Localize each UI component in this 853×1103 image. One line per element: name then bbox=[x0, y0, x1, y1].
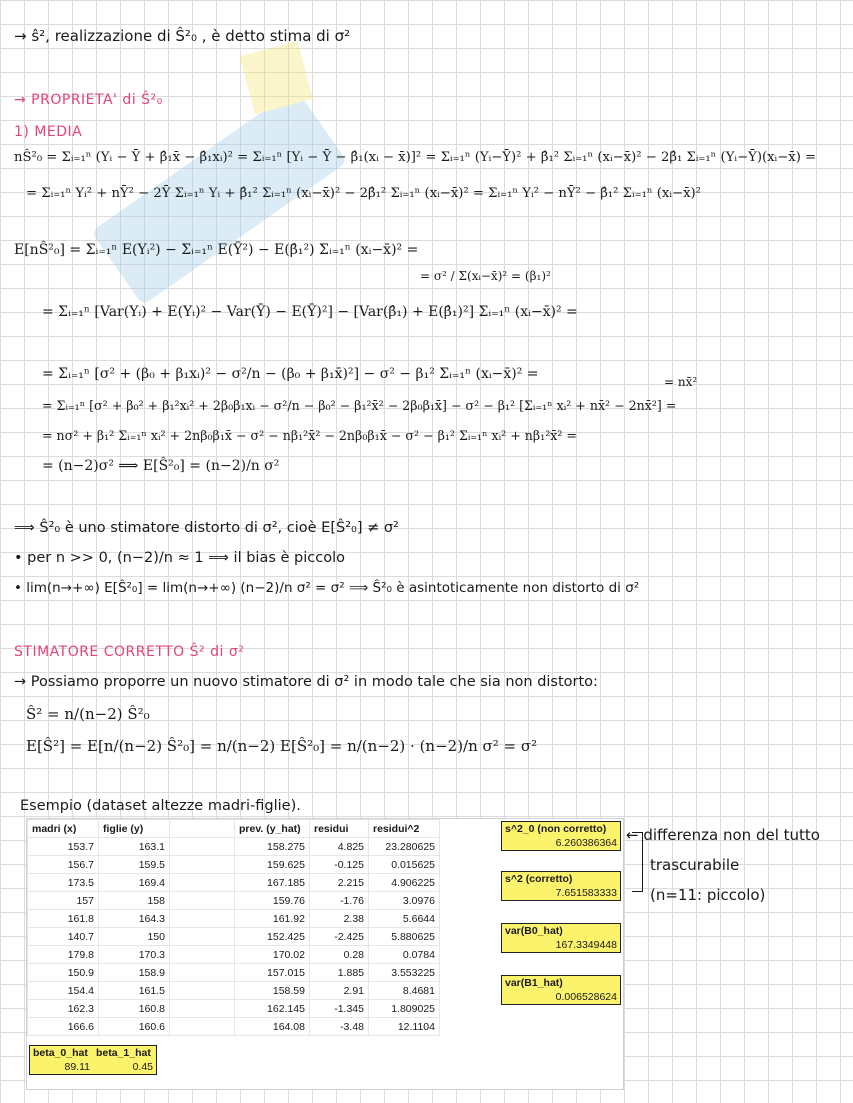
table-cell: 157 bbox=[28, 892, 99, 910]
conclusion-1: ⟹ Ŝ²₀ è uno stimatore distorto di σ², cioè E[Ŝ²₀] ≠ σ² bbox=[14, 520, 399, 536]
table-cell: 158.275 bbox=[235, 838, 310, 856]
stat-box-s2 bbox=[501, 871, 621, 901]
table-cell: 1.885 bbox=[310, 964, 369, 982]
table-cell: 160.6 bbox=[99, 1018, 170, 1036]
table-cell bbox=[170, 1000, 235, 1018]
beta-box bbox=[29, 1045, 157, 1075]
stat-label: var(B0_hat) bbox=[505, 925, 563, 937]
table-row bbox=[28, 964, 440, 982]
expectation-result: = (n−2)σ² ⟹ E[Ŝ²₀] = (n−2)/n σ² bbox=[42, 458, 280, 474]
table-cell: -1.345 bbox=[310, 1000, 369, 1018]
stat-box-var-b0 bbox=[501, 923, 621, 953]
stat-value: 167.3349448 bbox=[555, 939, 617, 951]
corrected-estimator-title: STIMATORE CORRETTO Ŝ² di σ² bbox=[14, 644, 245, 660]
table-row bbox=[28, 946, 440, 964]
table-cell: 0.28 bbox=[310, 946, 369, 964]
estimator-expectation: E[Ŝ²] = E[n/(n−2) Ŝ²₀] = n/(n−2) E[Ŝ²₀] = n/(n−2) · (n−2)/n σ² = σ² bbox=[26, 737, 538, 755]
subsection-title: 1) MEDIA bbox=[14, 124, 83, 140]
table-cell: 159.76 bbox=[235, 892, 310, 910]
table-cell: -1.76 bbox=[310, 892, 369, 910]
table-cell: 159.5 bbox=[99, 856, 170, 874]
table-cell: 140.7 bbox=[28, 928, 99, 946]
table-row bbox=[28, 928, 440, 946]
table-cell bbox=[170, 874, 235, 892]
table-cell: 173.5 bbox=[28, 874, 99, 892]
expectation-line-4: = Σᵢ₌₁ⁿ [σ² + β₀² + β₁²xᵢ² + 2β₀β₁xᵢ − σ²/n − β₀² − β₁²x̄² − 2β₀β₁x̄] − σ² − β₁² [Σᵢ₌₁ⁿ xᵢ² + nx̄² − 2nx̄²] = bbox=[42, 398, 677, 413]
table-cell: 164.08 bbox=[235, 1018, 310, 1036]
table-cell: 8.4681 bbox=[369, 982, 440, 1000]
table-cell: 5.6644 bbox=[369, 910, 440, 928]
header-empty bbox=[170, 820, 235, 838]
table-row bbox=[28, 874, 440, 892]
expectation-annotation-2: = nx̄² bbox=[664, 375, 698, 389]
table-cell: 156.7 bbox=[28, 856, 99, 874]
intro-line: → ŝ², realizzazione di Ŝ²₀ , è detto stima di σ² bbox=[14, 27, 351, 45]
beta1-value: 0.45 bbox=[132, 1061, 153, 1073]
table-cell: 170.02 bbox=[235, 946, 310, 964]
note-difference: ← differenza non del tutto bbox=[626, 826, 820, 844]
estimator-description: → Possiamo proporre un nuovo stimatore di σ² in modo tale che sia non distorto: bbox=[14, 674, 598, 690]
expectation-line-1: E[nŜ²₀] = Σᵢ₌₁ⁿ E(Yᵢ²) − Σᵢ₌₁ⁿ E(Ȳ²) − E(β̂₁²) Σᵢ₌₁ⁿ (xᵢ−x̄)² = bbox=[14, 242, 419, 258]
table-cell: 158.59 bbox=[235, 982, 310, 1000]
table-cell: 5.880625 bbox=[369, 928, 440, 946]
table-cell: -3.48 bbox=[310, 1018, 369, 1036]
derivation-line-1: nŜ²₀ = Σᵢ₌₁ⁿ (Yᵢ − Ȳ + β̂₁x̄ − β̂₁xᵢ)² = Σᵢ₌₁ⁿ [Yᵢ − Ȳ − β̂₁(xᵢ − x̄)]² = Σᵢ₌₁ⁿ (Yᵢ−Ȳ)² + β̂₁² Σᵢ₌₁ⁿ (xᵢ−x̄)² − 2β̂₁ Σᵢ₌₁ⁿ (Yᵢ−Ȳ)(xᵢ−x̄) = bbox=[14, 150, 817, 165]
stat-box-var-b1 bbox=[501, 975, 621, 1005]
header-residui: residui bbox=[310, 820, 369, 838]
table-cell: 2.215 bbox=[310, 874, 369, 892]
stat-value: 6.260386364 bbox=[555, 837, 617, 849]
table-cell: 12.1104 bbox=[369, 1018, 440, 1036]
stat-value: 7.651583333 bbox=[555, 887, 617, 899]
beta1-label: beta_1_hat bbox=[96, 1047, 151, 1059]
table-cell bbox=[170, 892, 235, 910]
table-cell: 159.625 bbox=[235, 856, 310, 874]
header-residui2: residui^2 bbox=[369, 820, 440, 838]
table-cell: 2.91 bbox=[310, 982, 369, 1000]
table-row bbox=[28, 892, 440, 910]
table-cell bbox=[170, 838, 235, 856]
table-cell: 153.7 bbox=[28, 838, 99, 856]
table-cell: 164.3 bbox=[99, 910, 170, 928]
table-cell: 179.8 bbox=[28, 946, 99, 964]
table-row bbox=[28, 838, 440, 856]
table-row bbox=[28, 910, 440, 928]
expectation-annotation: = σ² / Σ(xᵢ−x̄)² = (β₁)² bbox=[420, 269, 551, 283]
table-cell: 4.906225 bbox=[369, 874, 440, 892]
stat-box-s2-0 bbox=[501, 821, 621, 851]
expectation-line-3: = Σᵢ₌₁ⁿ [σ² + (β₀ + β₁xᵢ)² − σ²/n − (β₀ + β₁x̄)²] − σ² − β₁² Σᵢ₌₁ⁿ (xᵢ−x̄)² = bbox=[42, 366, 539, 382]
expectation-line-2: = Σᵢ₌₁ⁿ [Var(Yᵢ) + E(Yᵢ)² − Var(Ȳ) − E(Ȳ)²] − [Var(β̂₁) + E(β̂₁)²] Σᵢ₌₁ⁿ (xᵢ−x̄)² = bbox=[42, 304, 578, 320]
stat-label: s^2 (corretto) bbox=[505, 873, 573, 885]
table-cell: 162.145 bbox=[235, 1000, 310, 1018]
table-cell: 3.0976 bbox=[369, 892, 440, 910]
expectation-line-5: = nσ² + β₁² Σᵢ₌₁ⁿ xᵢ² + 2nβ₀β₁x̄ − σ² − nβ₁²x̄² − 2nβ₀β₁x̄ − σ² − β₁² Σᵢ₌₁ⁿ xᵢ² + nβ₁²x̄² = bbox=[42, 428, 577, 443]
table-cell bbox=[170, 982, 235, 1000]
table-cell: 169.4 bbox=[99, 874, 170, 892]
table-cell: 157.015 bbox=[235, 964, 310, 982]
table-cell: 161.92 bbox=[235, 910, 310, 928]
table-cell: 23.280625 bbox=[369, 838, 440, 856]
table-cell bbox=[170, 1018, 235, 1036]
table-cell: 166.6 bbox=[28, 1018, 99, 1036]
table-header-row bbox=[28, 820, 440, 838]
table-cell: 150.9 bbox=[28, 964, 99, 982]
table-cell: 3.553225 bbox=[369, 964, 440, 982]
header-madri: madri (x) bbox=[28, 820, 99, 838]
table-cell: 0.015625 bbox=[369, 856, 440, 874]
note-small-n: (n=11: piccolo) bbox=[650, 886, 766, 904]
table-cell: 158 bbox=[99, 892, 170, 910]
table-cell: 163.1 bbox=[99, 838, 170, 856]
table-row bbox=[28, 1018, 440, 1036]
note-negligible: trascurabile bbox=[650, 856, 740, 874]
example-title: Esempio (dataset altezze madri-figlie). bbox=[20, 798, 301, 814]
stat-label: var(B1_hat) bbox=[505, 977, 563, 989]
table-cell bbox=[170, 946, 235, 964]
table-cell: 152.425 bbox=[235, 928, 310, 946]
table-cell: 158.9 bbox=[99, 964, 170, 982]
table-cell: 1.809025 bbox=[369, 1000, 440, 1018]
table-cell: -0.125 bbox=[310, 856, 369, 874]
table-cell: 161.5 bbox=[99, 982, 170, 1000]
header-prev: prev. (y_hat) bbox=[235, 820, 310, 838]
table-cell: 161.8 bbox=[28, 910, 99, 928]
table-cell: 4.825 bbox=[310, 838, 369, 856]
stat-value: 0.006528624 bbox=[555, 991, 617, 1003]
header-figlie: figlie (y) bbox=[99, 820, 170, 838]
table-cell bbox=[170, 928, 235, 946]
section-title: → PROPRIETA' di Ŝ²₀ bbox=[14, 92, 163, 108]
table-cell bbox=[170, 910, 235, 928]
table-cell: 162.3 bbox=[28, 1000, 99, 1018]
table-cell: 154.4 bbox=[28, 982, 99, 1000]
table-cell bbox=[170, 856, 235, 874]
table-row bbox=[28, 982, 440, 1000]
table-cell: 160.8 bbox=[99, 1000, 170, 1018]
conclusion-2: • per n >> 0, (n−2)/n ≈ 1 ⟹ il bias è piccolo bbox=[14, 550, 345, 566]
beta0-value: 89.11 bbox=[64, 1061, 90, 1073]
data-table bbox=[27, 819, 440, 1036]
table-cell: -2.425 bbox=[310, 928, 369, 946]
spreadsheet bbox=[26, 818, 624, 1090]
table-cell bbox=[170, 964, 235, 982]
beta0-label: beta_0_hat bbox=[33, 1047, 88, 1059]
estimator-formula: Ŝ² = n/(n−2) Ŝ²₀ bbox=[26, 705, 150, 723]
conclusion-3: • lim(n→+∞) E[Ŝ²₀] = lim(n→+∞) (n−2)/n σ² = σ² ⟹ Ŝ²₀ è asintoticamente non distorto di σ² bbox=[14, 580, 640, 596]
table-row bbox=[28, 856, 440, 874]
stat-label: s^2_0 (non corretto) bbox=[505, 823, 607, 835]
derivation-line-2: = Σᵢ₌₁ⁿ Yᵢ² + nȲ² − 2Ȳ Σᵢ₌₁ⁿ Yᵢ + β̂₁² Σᵢ₌₁ⁿ (xᵢ−x̄)² − 2β̂₁² Σᵢ₌₁ⁿ (xᵢ−x̄)² = Σᵢ₌₁ⁿ Yᵢ² − nȲ² − β̂₁² Σᵢ₌₁ⁿ (xᵢ−x̄)² bbox=[26, 186, 701, 201]
table-cell: 170.3 bbox=[99, 946, 170, 964]
table-cell: 0.0784 bbox=[369, 946, 440, 964]
table-cell: 167.185 bbox=[235, 874, 310, 892]
table-cell: 150 bbox=[99, 928, 170, 946]
table-cell: 2.38 bbox=[310, 910, 369, 928]
table-row bbox=[28, 1000, 440, 1018]
